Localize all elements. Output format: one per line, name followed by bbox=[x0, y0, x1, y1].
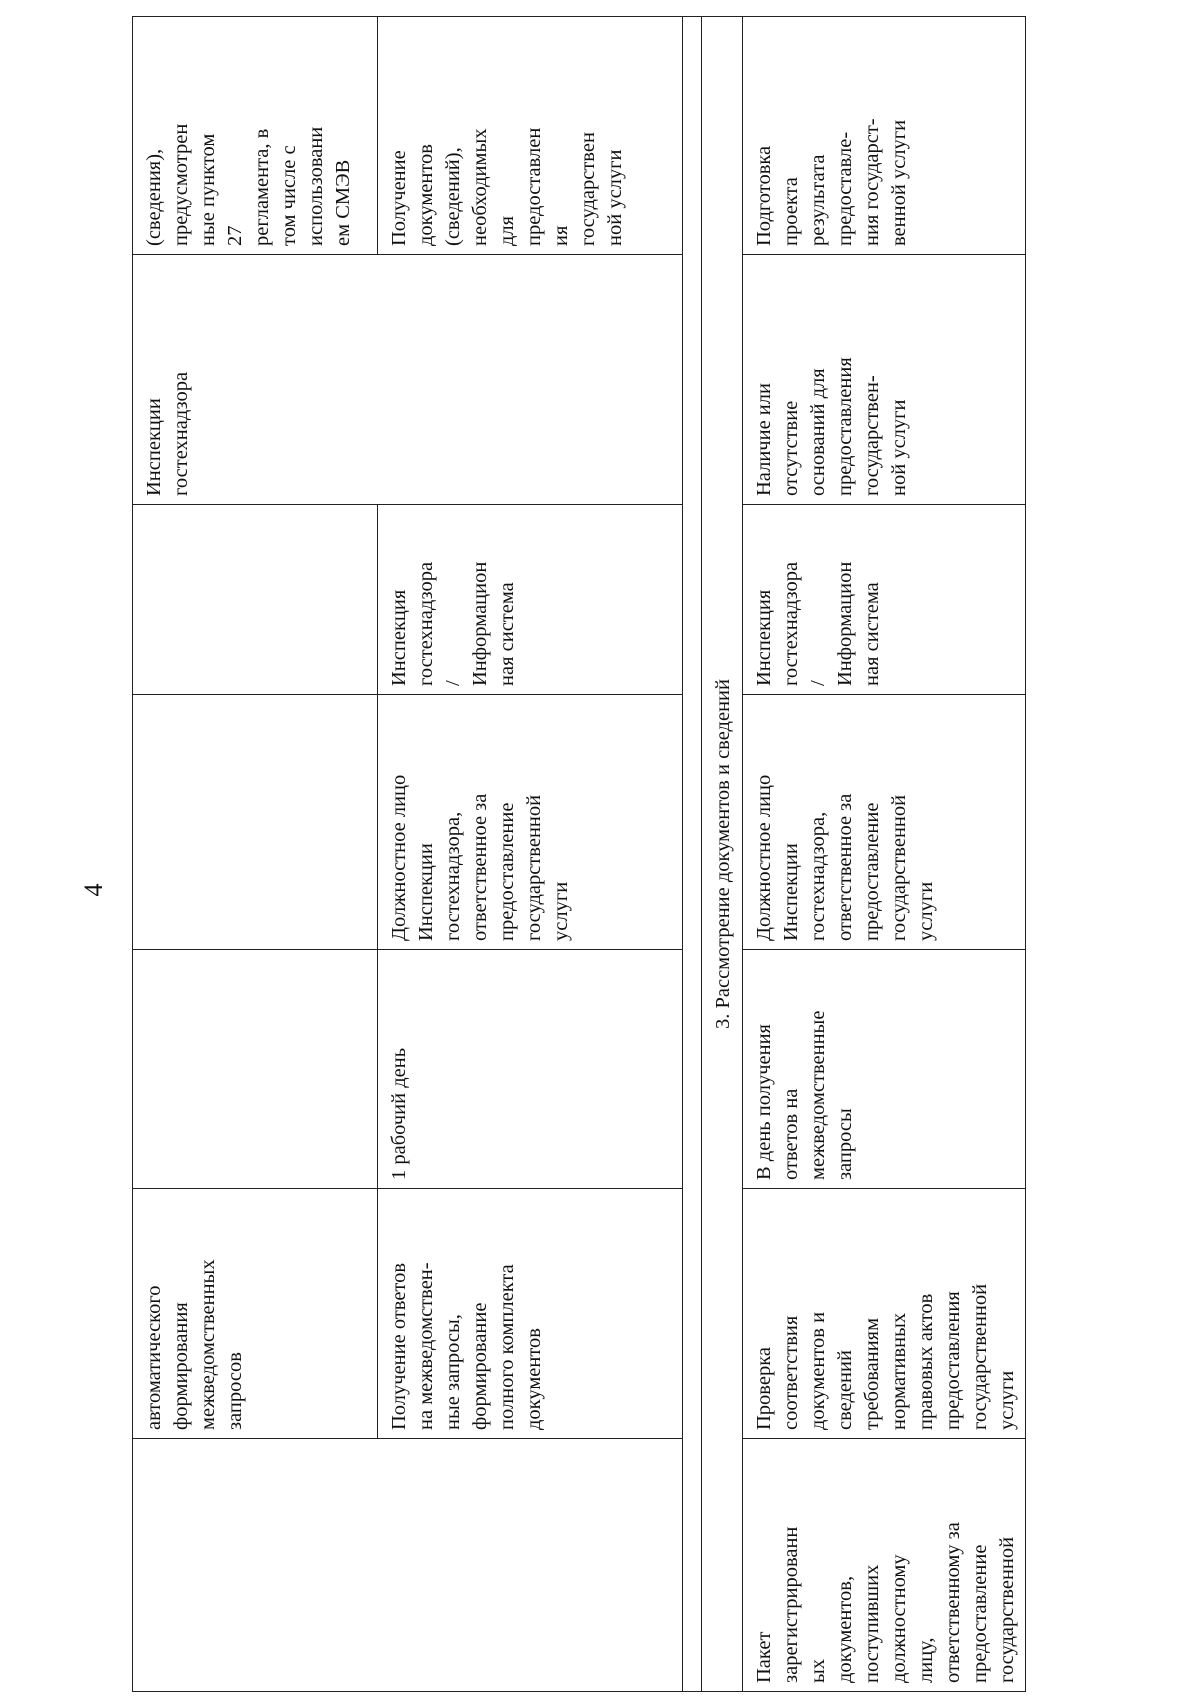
table-cell bbox=[133, 950, 378, 1189]
table-cell: Получение ответов на межведомствен- ные запросы, формирование полного комплекта документов bbox=[378, 1189, 683, 1439]
table-cell: Получение документов (сведений), необходимых для предоставлен ия государствен ной услуги bbox=[378, 17, 683, 255]
table-cell: Инспекция гостехнадзора / Информацион ная система bbox=[378, 505, 683, 695]
table-cell: автоматического формирования межведомственных запросов bbox=[133, 1189, 378, 1439]
table-cell: Инспекция гостехнадзора / Информацион ная система bbox=[743, 505, 1026, 695]
table-row bbox=[743, 17, 1026, 1692]
table-cell bbox=[133, 505, 378, 695]
table-row bbox=[133, 17, 378, 1692]
table-cell: (сведения), предусмотрен ные пунктом 27 регламента, в том числе с использовани ем СМЭВ bbox=[133, 17, 378, 255]
table-cell bbox=[133, 695, 378, 950]
table-cell: Наличие или отсутствие оснований для предоставления государствен- ной услуги bbox=[743, 255, 1026, 505]
rotated-table-container bbox=[132, 17, 1018, 1692]
page-number: 4 bbox=[79, 883, 108, 897]
section-title-row bbox=[702, 17, 743, 1692]
table-cell: Проверка соответствия документов и сведений требованиям нормативных правовых актов предоставления государственной услуги bbox=[743, 1189, 1026, 1439]
table-cell: Должностное лицо Инспекции гостехнадзора, ответственное за предоставление государственной услуги bbox=[743, 695, 1026, 950]
section-separator bbox=[683, 17, 702, 1692]
separator-cell bbox=[683, 17, 702, 1692]
table-cell bbox=[133, 1439, 683, 1692]
table-cell: Должностное лицо Инспекции гостехнадзора, ответственное за предоставление государственной услуги bbox=[378, 695, 683, 950]
table-cell: 1 рабочий день bbox=[378, 950, 683, 1189]
table-cell: Пакет зарегистрированн ых документов, поступивших должностному лицу, ответственному за предоставление государственной bbox=[743, 1439, 1026, 1692]
procedure-table bbox=[132, 16, 1026, 1692]
table-cell: В день получения ответов на межведомственные запросы bbox=[743, 950, 1026, 1189]
table-cell: Инспекции гостехнадзора bbox=[133, 255, 683, 505]
section-title: 3. Рассмотрение документов и сведений bbox=[702, 17, 743, 1692]
table-cell: Подготовка проекта результата предоставле- ния государст- венной услуги bbox=[743, 17, 1026, 255]
